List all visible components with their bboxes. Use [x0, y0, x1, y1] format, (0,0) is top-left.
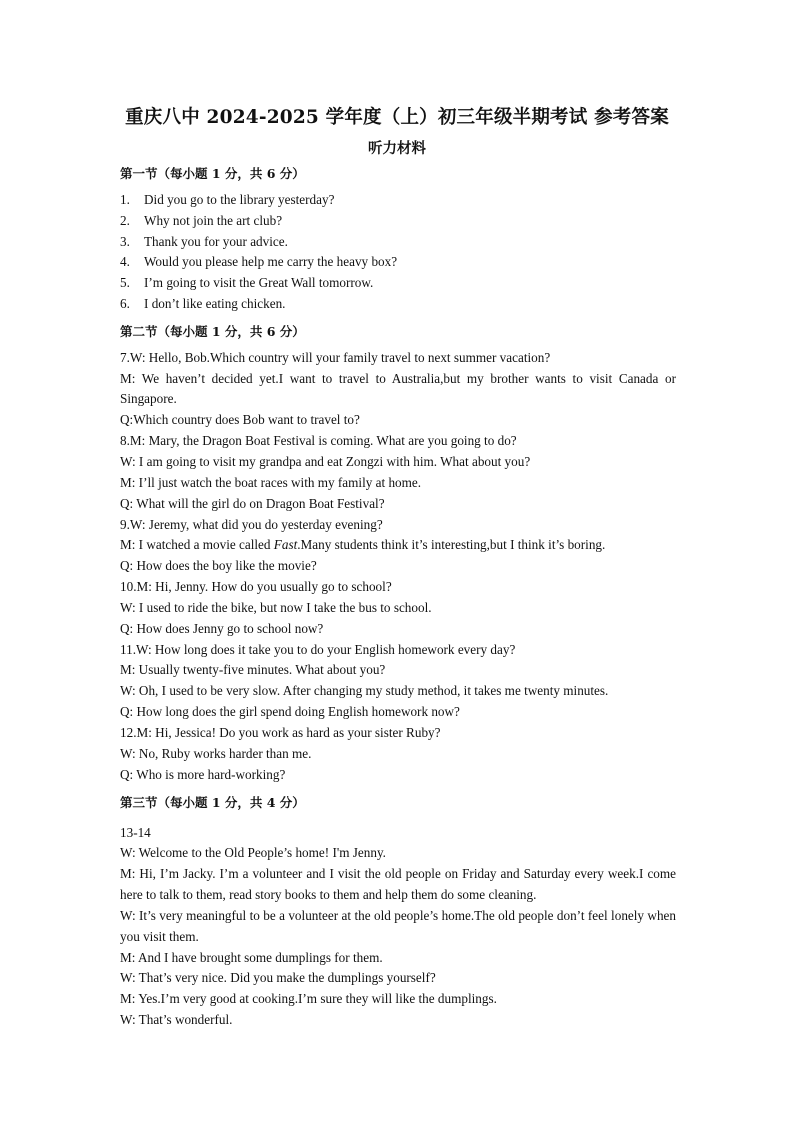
item-text: Thank you for your advice.: [144, 233, 288, 249]
section-1-heading: 第一节（每小题 1 分，共 6 分）: [120, 166, 305, 181]
list-item: [120, 211, 676, 232]
dialogue-line: 7.W: Hello, Bob.Which country will your family travel to next summer vacation?: [120, 349, 551, 365]
question-line: Q: How does the boy like the movie?: [120, 558, 317, 574]
dialogue-line: M: I’ll just watch the boat races with my family at home.: [120, 474, 422, 490]
dialogue-line: [120, 535, 676, 556]
item-text: I don’t like eating chicken.: [144, 295, 286, 311]
list-item: [120, 252, 676, 273]
question-line: Q:Which country does Bob want to travel to?: [120, 412, 360, 428]
dialogue-line: M: We haven’t decided yet.I want to travel to Australia,but my brother wants to visit Canada or Singapore.: [120, 370, 676, 407]
item-text: Why not join the art club?: [144, 212, 283, 228]
dialogue-line: 8.M: Mary, the Dragon Boat Festival is coming. What are you going to do?: [120, 433, 517, 449]
page-title: 重庆八中 2024-2025 学年度（上）初三年级半期考试 参考答案: [125, 107, 669, 128]
dialogue-line: 12.M: Hi, Jessica! Do you work as hard as your sister Ruby?: [120, 724, 441, 740]
dialogue-line: 9.W: Jeremy, what did you do yesterday evening?: [120, 516, 383, 532]
dialogue-line: M: And I have brought some dumplings for them.: [120, 949, 383, 965]
dialogue-line: W: I am going to visit my grandpa and eat Zongzi with him. What about you?: [120, 454, 531, 469]
line-text-before: M: I watched a movie called: [120, 537, 274, 553]
item-text: I’m going to visit the Great Wall tomorrow.: [144, 275, 374, 291]
dialogue-line: M: Hi, I’m Jacky. I’m a volunteer and I visit the old people on Friday and Saturday every week.I come here to talk to them, read story books to them and help them do some cleaning.: [120, 866, 676, 903]
item-text: Did you go to the library yesterday?: [144, 192, 335, 207]
list-item: [120, 273, 676, 294]
question-line: Q: How does Jenny go to school now?: [120, 620, 324, 636]
dialogue-line: M: Yes.I’m very good at cooking.I’m sure they will like the dumplings.: [120, 991, 497, 1007]
dialogue-line: W: That’s wonderful.: [120, 1012, 233, 1028]
item-number: 1.: [120, 192, 130, 207]
section-2-heading: 第二节（每小题 1 分，共 6 分）: [120, 323, 305, 339]
question-line: Q: Who is more hard-working?: [120, 766, 286, 782]
dialogue-line: W: Oh, I used to be very slow. After changing my study method, it takes me twenty minutes.: [120, 683, 609, 699]
item-number: 4.: [120, 254, 130, 270]
dialogue-line: W: It’s very meaningful to be a volunteer at the old people’s home.The old people don’t feel lonely when you visit them.: [120, 907, 676, 944]
item-number: 5.: [120, 275, 130, 291]
movie-title: Fast: [273, 537, 298, 553]
item-number: 2.: [120, 212, 130, 228]
list-item: [120, 232, 676, 253]
section-1-list: [120, 190, 676, 315]
question-line: Q: How long does the girl spend doing English homework now?: [120, 704, 460, 720]
list-item: [120, 190, 676, 211]
item-number: 3.: [120, 233, 130, 249]
dialogue-line: 11.W: How long does it take you to do your English homework every day?: [120, 641, 516, 657]
section-3-heading: 第三节（每小题 1 分，共 4 分）: [120, 794, 305, 810]
page-subtitle: 听力材料: [368, 140, 426, 157]
dialogue-line: 10.M: Hi, Jenny. How do you usually go to school?: [120, 579, 392, 595]
line-text-after: .Many students think it’s interesting,but I think it’s boring.: [297, 537, 606, 553]
document-body: [120, 163, 676, 1031]
dialogue-line: W: That’s very nice. Did you make the dumplings yourself?: [120, 970, 436, 986]
item-number: 6.: [120, 295, 130, 311]
dialogue-line: W: No, Ruby works harder than me.: [120, 745, 312, 761]
question-group-label: 13-14: [120, 824, 151, 840]
item-text: Would you please help me carry the heavy box?: [144, 254, 398, 270]
dialogue-line: W: I used to ride the bike, but now I take the bus to school.: [120, 599, 432, 615]
dialogue-line: M: Usually twenty-five minutes. What about you?: [120, 662, 386, 678]
dialogue-line: W: Welcome to the Old People’s home! I'm Jenny.: [120, 845, 386, 861]
question-line: Q: What will the girl do on Dragon Boat Festival?: [120, 495, 385, 511]
list-item: [120, 294, 676, 315]
